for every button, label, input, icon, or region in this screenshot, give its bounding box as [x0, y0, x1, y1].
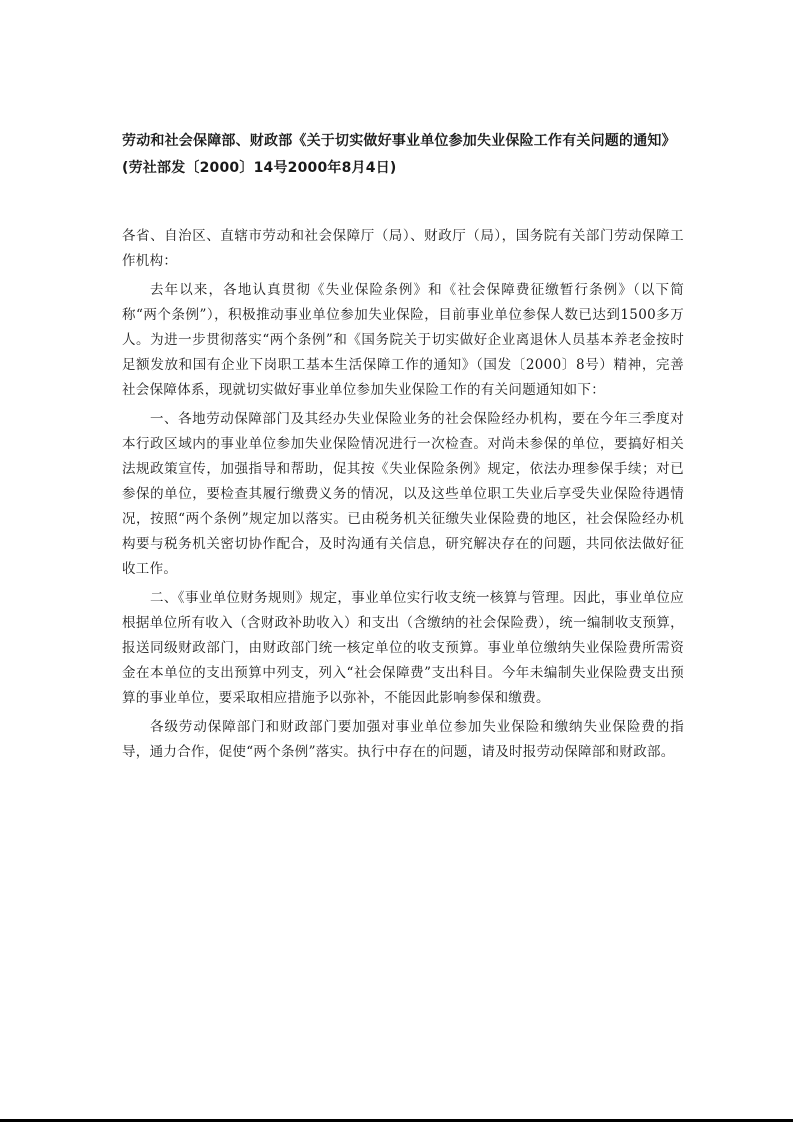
paragraph-item-two: 二、《事业单位财务规则》规定，事业单位实行收支统一核算与管理。因此，事业单位应根据单位所有收入（含财政补助收入）和支出（含缴纳的社会保险费），统一编制收支预算，报送同级财政部门，由财政部门统一核定单位的收支预算。事业单位缴纳失业保险费所需资金在本单位的支出预算中列支，列入“社会保障费”支出科目。今年未编制失业保险费支出预算的事业单位，要采取相应措施予以弥补，不能因此影响参保和缴费。 [122, 590, 684, 706]
paragraph-closing: 各级劳动保障部门和财政部门要加强对事业单位参加失业保险和缴纳失业保险费的指导，通力合作，促使“两个条例”落实。执行中存在的问题，请及时报劳动保障部和财政部。 [122, 719, 684, 760]
salutation: 各省、自治区、直辖市劳动和社会保障厅（局）、财政厅（局），国务院有关部门劳动保障工作机构： [122, 228, 684, 269]
paragraph-intro: 去年以来，各地认真贯彻《失业保险条例》和《社会保障费征缴暂行条例》（以下简称“两个条例”），积极推动事业单位参加失业保险，目前事业单位参保人数已达到1500多万人。为进一步贯彻落实“两个条例”和《国务院关于切实做好企业离退休人员基本养老金按时足额发放和国有企业下岗职工基本生活保障工作的通知》（国发〔2000〕8号）精神，完善社会保障体系，现就切实做好事业单位参加失业保险工作的有关问题通知如下： [122, 282, 684, 398]
paragraph-item-one: 一、各地劳动保障部门及其经办失业保险业务的社会保险经办机构，要在今年三季度对本行政区域内的事业单位参加失业保险情况进行一次检查。对尚未参保的单位，要搞好相关法规政策宣传，加强指导和帮助，促其按《失业保险条例》规定，依法办理参保手续；对已参保的单位，要检查其履行缴费义务的情况，以及这些单位职工失业后享受失业保险待遇情况，按照“两个条例”规定加以落实。已由税务机关征缴失业保险费的地区，社会保险经办机构要与税务机关密切协作配合，及时沟通有关信息，研究解决存在的问题，共同依法做好征收工作。 [122, 411, 684, 577]
document-body [122, 224, 684, 769]
document-title: 劳动和社会保障部、财政部《关于切实做好事业单位参加失业保险工作有关问题的通知》(劳社部发〔2000〕14号2000年8月4日) [122, 133, 676, 176]
